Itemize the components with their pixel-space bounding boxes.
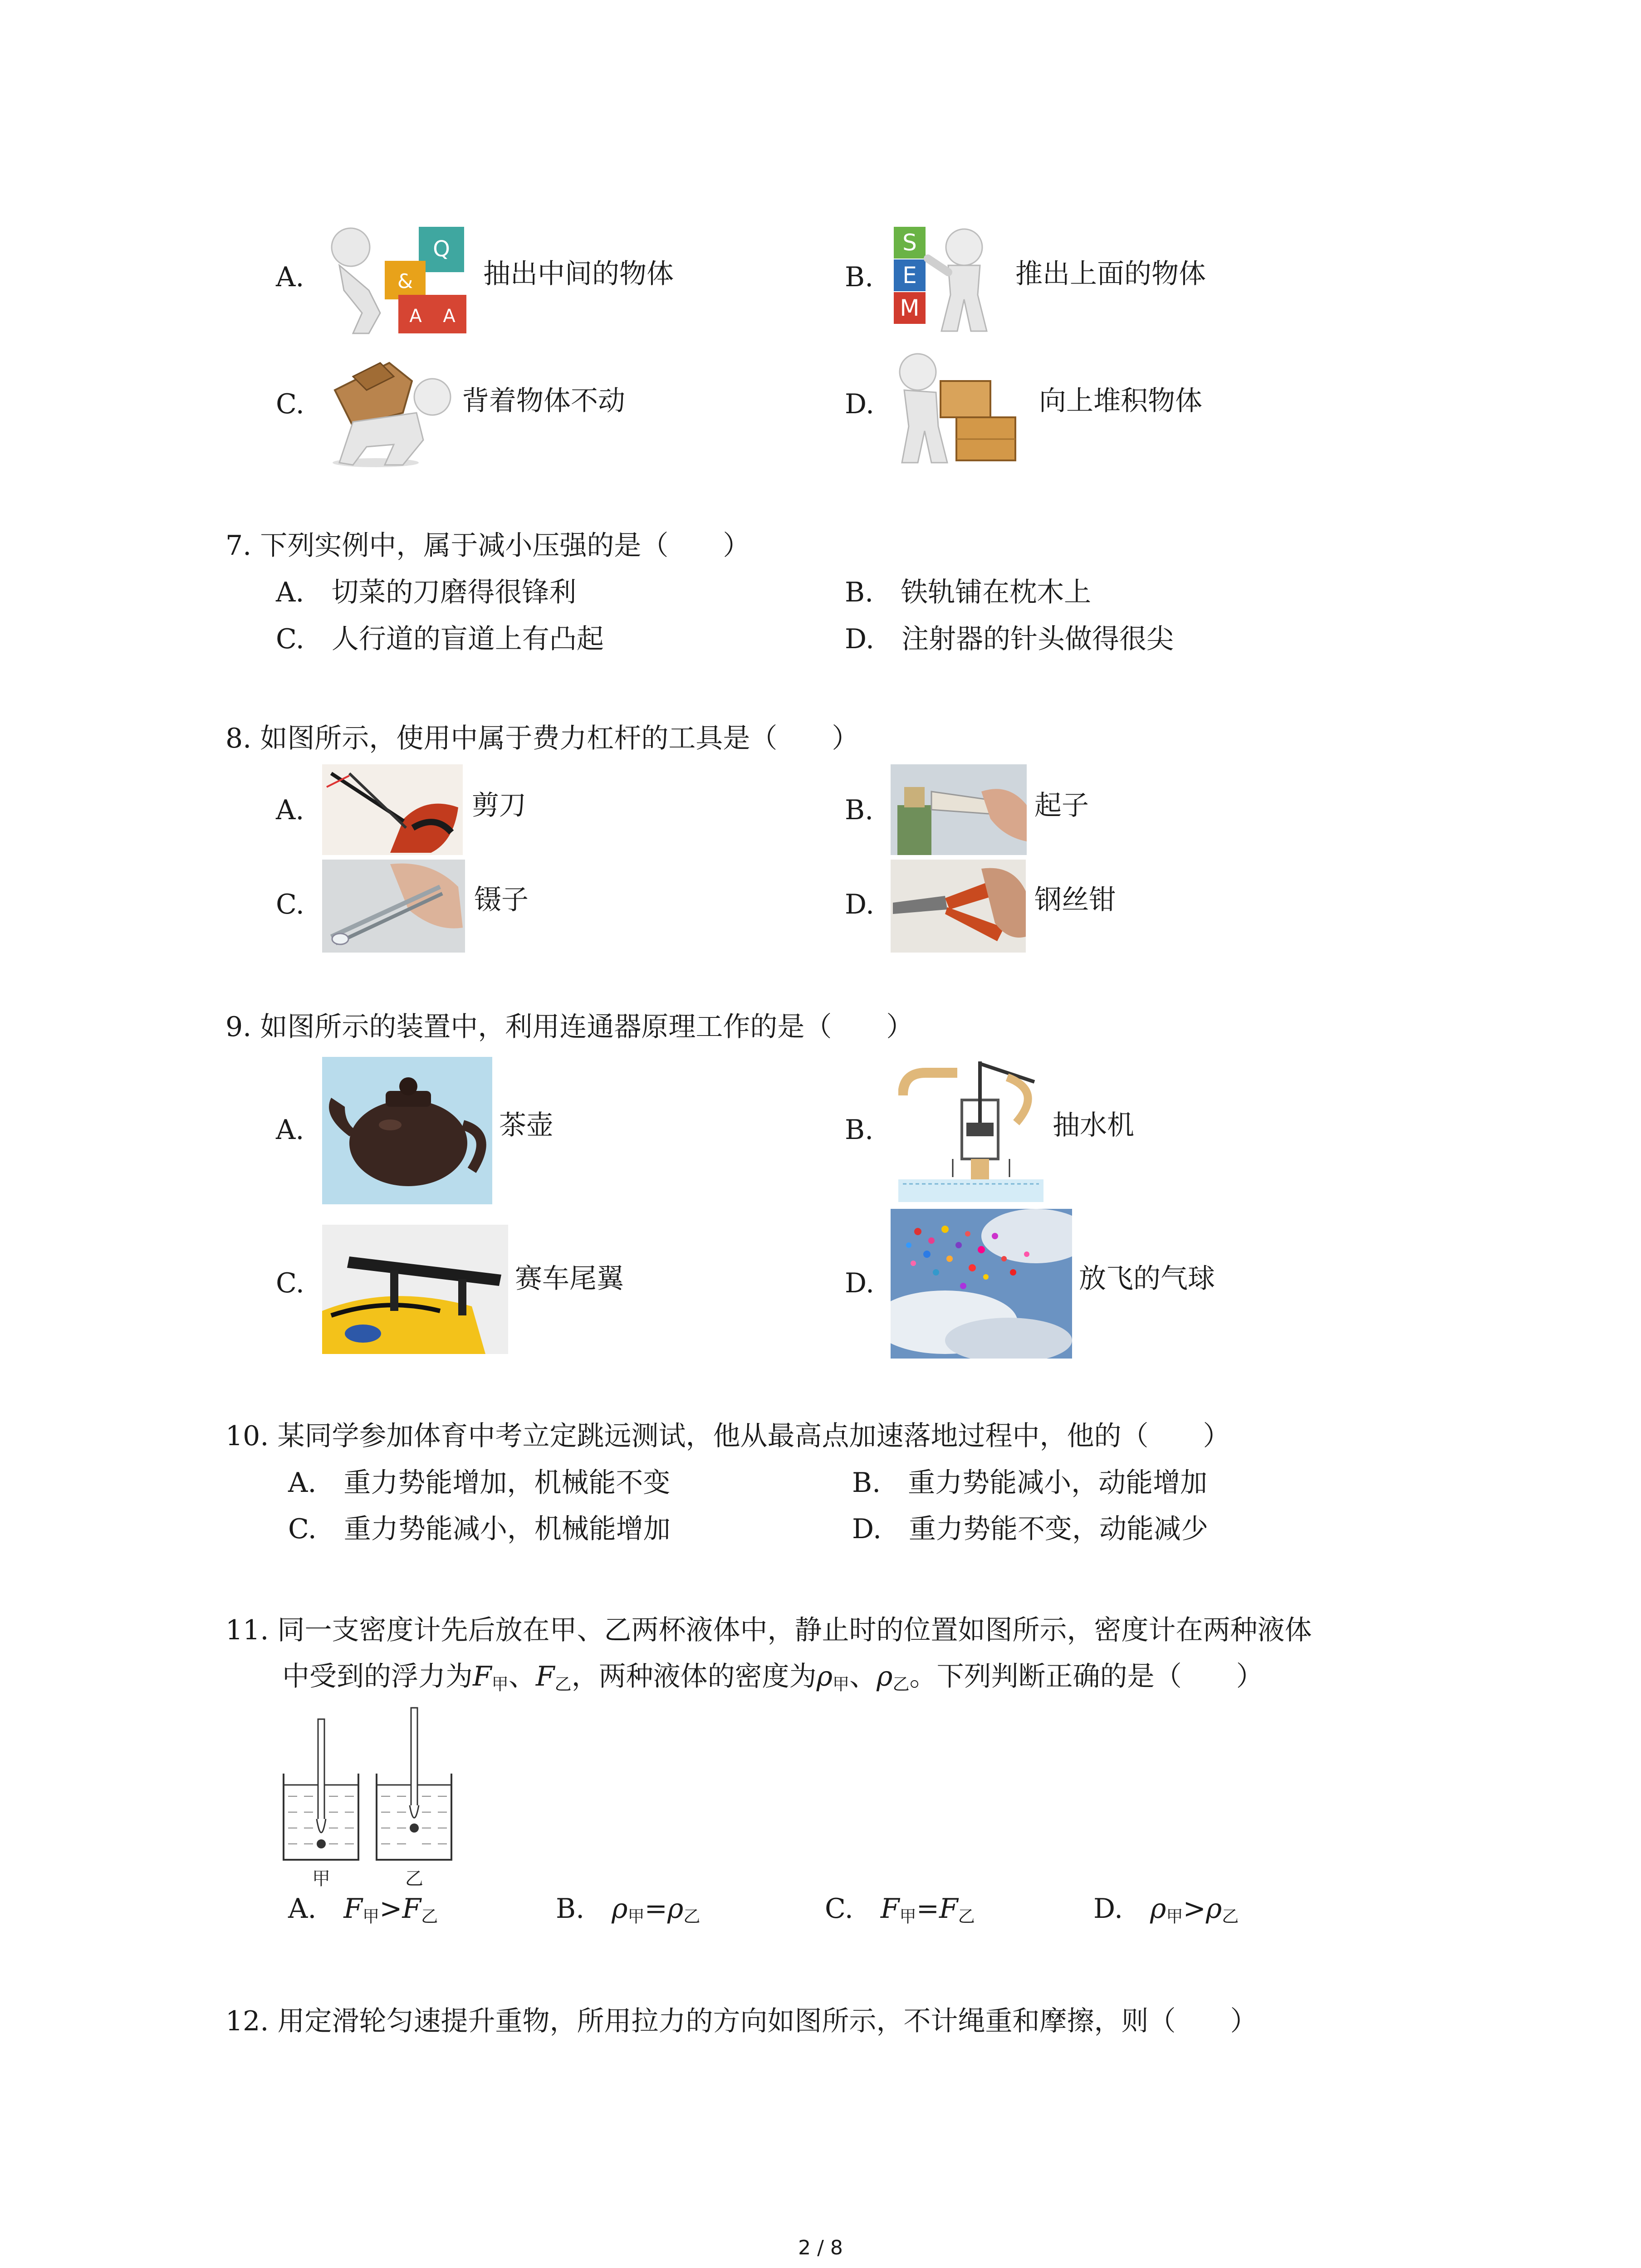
option-letter: C.	[825, 1893, 853, 1925]
q9-option-label: 赛车尾翼	[515, 1263, 624, 1295]
scissors-icon	[322, 764, 463, 855]
race-car-spoiler-icon	[322, 1225, 508, 1354]
beaker-jia	[284, 1719, 358, 1860]
block-letter: M	[900, 295, 920, 321]
figure-pushing-blocks-icon	[889, 222, 1009, 336]
q11-stem-line-2	[282, 1660, 1264, 1694]
block-letter: E	[902, 262, 917, 288]
option-text: 重力势能减小，机械能增加	[343, 1513, 671, 1545]
q6-option-letter: A.	[276, 261, 304, 293]
density-symbol: ρ	[1150, 1893, 1166, 1925]
q10-option-b	[852, 1466, 1207, 1499]
figure-pulling-blocks-icon	[326, 222, 470, 338]
beaker-yi	[377, 1708, 451, 1860]
q6-option-label: 推出上面的物体	[1015, 258, 1206, 290]
option-text: 注射器的针头做得很尖	[901, 623, 1174, 655]
q6-option-label: 抽出中间的物体	[483, 258, 674, 290]
q9-option-letter: C.	[276, 1267, 304, 1299]
q7-stem: 7. 下列实例中，属于减小压强的是（ ）	[225, 530, 750, 562]
subscript: 乙	[683, 1906, 700, 1926]
option-text: 切菜的刀磨得很锋利	[331, 577, 577, 608]
stem-text: 中受到的浮力为	[282, 1661, 473, 1692]
q6-option-label: 向上堆积物体	[1039, 385, 1202, 417]
option-letter: A.	[288, 1467, 317, 1499]
q9-option-label: 抽水机	[1053, 1110, 1134, 1141]
bottle-opener-icon	[891, 764, 1027, 855]
figure-carrying-boxes-icon	[326, 349, 455, 469]
option-text: 重力势能不变，动能减少	[909, 1513, 1209, 1545]
subscript: 甲	[491, 1674, 509, 1694]
q7-option-a	[276, 576, 576, 609]
q8-option-letter: C.	[276, 889, 304, 920]
q6-option-letter: C.	[276, 388, 304, 420]
force-symbol: F	[343, 1893, 363, 1925]
q11-stem-line-1: 11. 同一支密度计先后放在甲、乙两杯液体中，静止时的位置如图所示，密度计在两种液体	[225, 1614, 1312, 1646]
q8-option-label: 镊子	[474, 884, 529, 916]
density-symbol: ρ	[816, 1661, 833, 1692]
force-symbol: F	[402, 1893, 421, 1925]
tweezers-icon	[322, 860, 465, 953]
stem-text: 。下列判断正确的是（ ）	[909, 1661, 1264, 1692]
water-pump-icon	[898, 1055, 1043, 1202]
force-symbol: F	[473, 1661, 492, 1692]
block-letter: A	[409, 306, 422, 327]
q8-option-label: 起子	[1034, 790, 1089, 821]
q9-option-letter: A.	[276, 1114, 304, 1146]
option-letter: B.	[845, 577, 874, 608]
density-symbol: ρ	[877, 1661, 893, 1692]
option-text: 铁轨铺在枕木上	[901, 577, 1092, 608]
subscript: 甲	[832, 1674, 850, 1694]
relation: >	[379, 1893, 402, 1925]
option-letter: C.	[288, 1513, 317, 1545]
subscript: 甲	[899, 1906, 916, 1926]
q7-option-b	[845, 576, 1091, 609]
relation: >	[1183, 1893, 1206, 1925]
q10-option-c	[288, 1513, 671, 1545]
q9-option-letter: D.	[845, 1267, 875, 1299]
separator: 、	[508, 1661, 536, 1692]
q9-option-letter: B.	[845, 1114, 874, 1146]
block-letter: Q	[433, 236, 450, 262]
q9-option-label: 茶壶	[499, 1110, 554, 1141]
q12-stem: 12. 用定滑轮匀速提升重物，所用拉力的方向如图所示，不计绳重和摩擦，则（ ）	[225, 2005, 1258, 2037]
option-letter: B.	[556, 1893, 585, 1925]
q10-option-d	[852, 1513, 1208, 1545]
density-symbol: ρ	[667, 1893, 684, 1925]
pliers-icon	[891, 860, 1026, 953]
figure-stacking-boxes-icon	[893, 349, 1024, 469]
subscript: 乙	[1222, 1906, 1239, 1926]
subscript: 乙	[421, 1906, 438, 1926]
option-text: 重力势能增加，机械能不变	[343, 1467, 671, 1499]
separator: 、	[849, 1661, 877, 1692]
option-letter: D.	[845, 623, 875, 655]
density-symbol: ρ	[612, 1893, 628, 1925]
option-letter: C.	[276, 623, 304, 655]
q8-option-label: 剪刀	[472, 790, 526, 821]
q8-option-letter: D.	[845, 889, 875, 920]
option-letter: B.	[852, 1467, 881, 1499]
q7-option-d	[845, 623, 1174, 655]
q8-option-letter: B.	[845, 794, 874, 826]
q11-option-a	[288, 1892, 438, 1926]
option-text: 重力势能减小，动能增加	[908, 1467, 1208, 1499]
force-symbol: F	[880, 1893, 900, 1925]
option-letter: A.	[276, 577, 304, 608]
block-letter: S	[902, 230, 917, 256]
q11-option-c	[825, 1892, 975, 1926]
q10-option-a	[288, 1466, 670, 1499]
option-letter: A.	[288, 1893, 317, 1925]
q6-option-letter: B.	[845, 261, 874, 293]
q10-stem: 10. 某同学参加体育中考立定跳远测试，他从最高点加速落地过程中，他的（ ）	[225, 1420, 1230, 1452]
option-letter: D.	[852, 1513, 882, 1545]
q6-option-label: 背着物体不动	[462, 385, 625, 417]
q11-option-b	[556, 1892, 700, 1926]
hydrometer-beakers-figure	[277, 1706, 467, 1896]
page-number: 2 / 8	[798, 2236, 843, 2259]
q8-stem: 8. 如图所示，使用中属于费力杠杆的工具是（ ）	[225, 723, 859, 754]
subscript: 甲	[1166, 1906, 1183, 1926]
stem-text: ，两种液体的密度为	[571, 1661, 817, 1692]
q9-option-label: 放飞的气球	[1079, 1263, 1215, 1295]
q11-option-d	[1093, 1892, 1239, 1926]
block-letter: A	[443, 306, 456, 327]
q8-option-letter: A.	[276, 794, 304, 826]
balloons-icon	[891, 1209, 1072, 1359]
beaker-label: 甲	[312, 1868, 330, 1889]
block-letter: &	[397, 270, 413, 293]
q6-option-letter: D.	[845, 388, 875, 420]
q7-option-c	[276, 623, 604, 655]
subscript: 甲	[627, 1906, 645, 1926]
force-symbol: F	[535, 1661, 555, 1692]
subscript: 甲	[362, 1906, 380, 1926]
q8-option-label: 钢丝钳	[1034, 884, 1116, 916]
beaker-label: 乙	[405, 1868, 423, 1889]
subscript: 乙	[554, 1674, 572, 1694]
density-symbol: ρ	[1205, 1893, 1222, 1925]
subscript: 乙	[892, 1674, 910, 1694]
relation: =	[916, 1893, 939, 1925]
relation: =	[644, 1893, 667, 1925]
option-text: 人行道的盲道上有凸起	[331, 623, 604, 655]
q9-stem: 9. 如图所示的装置中，利用连通器原理工作的是（ ）	[225, 1011, 914, 1043]
option-letter: D.	[1093, 1893, 1123, 1925]
subscript: 乙	[958, 1906, 975, 1926]
teapot-icon	[322, 1057, 492, 1204]
force-symbol: F	[939, 1893, 958, 1925]
